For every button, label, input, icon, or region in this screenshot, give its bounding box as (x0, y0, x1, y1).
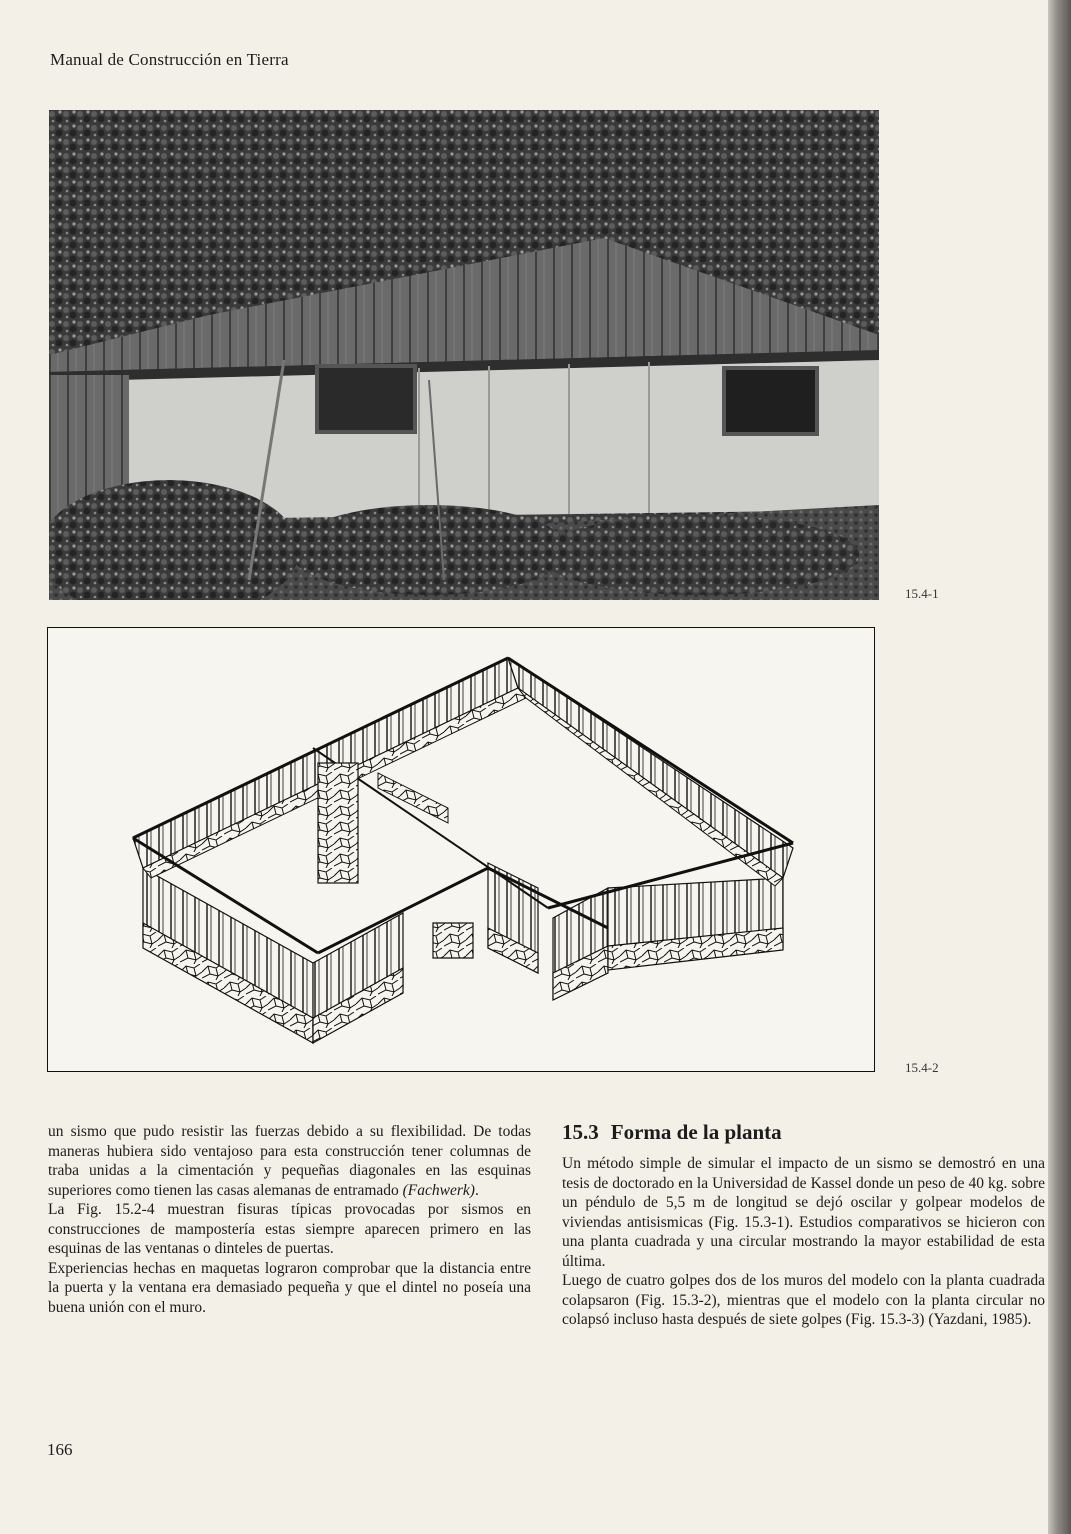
page-edge-shadow (1048, 0, 1071, 1534)
isometric-drawing (47, 627, 875, 1072)
paragraph: un sismo que pudo resistir las fuerzas debido a su flexibilidad. De todas maneras hubiera sido ventajoso para esta construcción tener columnas de traba unidas a la cimentación y pequeñas diagonales en las esquinas superiores como tienen las casas alemanas de entramado (Fachwerk). (48, 1123, 531, 1199)
paragraph: Un método simple de simular el impacto de un sismo se demostró en una tesis de doctorado en la Universidad de Kassel donde un peso de 40 kg. sobre un péndulo de 5,5 m de longitud se dejó oscilar y golpear modelos de viviendas antisismicas (Fig. 15.3-1). Estudios comparativos se hicieron con una planta cuadrada y una circular mostrando la mayor estabilidad de esta última. (562, 1155, 1045, 1270)
section-number: 15.3 (562, 1120, 599, 1144)
photo-caption: 15.4-1 (905, 586, 939, 601)
paragraph: La Fig. 15.2-4 muestran fisuras típicas provocadas por sismos en construcciones de mampostería estas siempre aparecen primero en las esquinas de las ventanas o dinteles de puertas. (48, 1201, 531, 1257)
page-number: 166 (47, 1440, 73, 1459)
running-head: Manual de Construcción en Tierra (50, 50, 289, 69)
right-column (562, 1120, 1045, 1330)
section-title: Forma de la planta (610, 1120, 782, 1144)
paragraph: Experiencias hechas en maquetas lograron comprobar que la distancia entre la puerta y la ventana era demasiado pequeña y que el dintel no poseía una buena unión con el muro. (48, 1259, 531, 1316)
paragraph: Luego de cuatro golpes dos de los muros del modelo con la planta cuadrada colapsaron (Fig. 15.3-2), mientras que el modelo con la planta circular no colapsó incluso hasta después de siete golpes (Fig. 15.3-3) (Yazdani, 1985). (562, 1272, 1045, 1328)
house-photo (49, 110, 879, 600)
italic-term: (Fachwerk) (402, 1181, 475, 1199)
drawing-caption: 15.4-2 (905, 1060, 939, 1075)
left-column (48, 1122, 531, 1317)
section-heading (562, 1120, 1045, 1144)
